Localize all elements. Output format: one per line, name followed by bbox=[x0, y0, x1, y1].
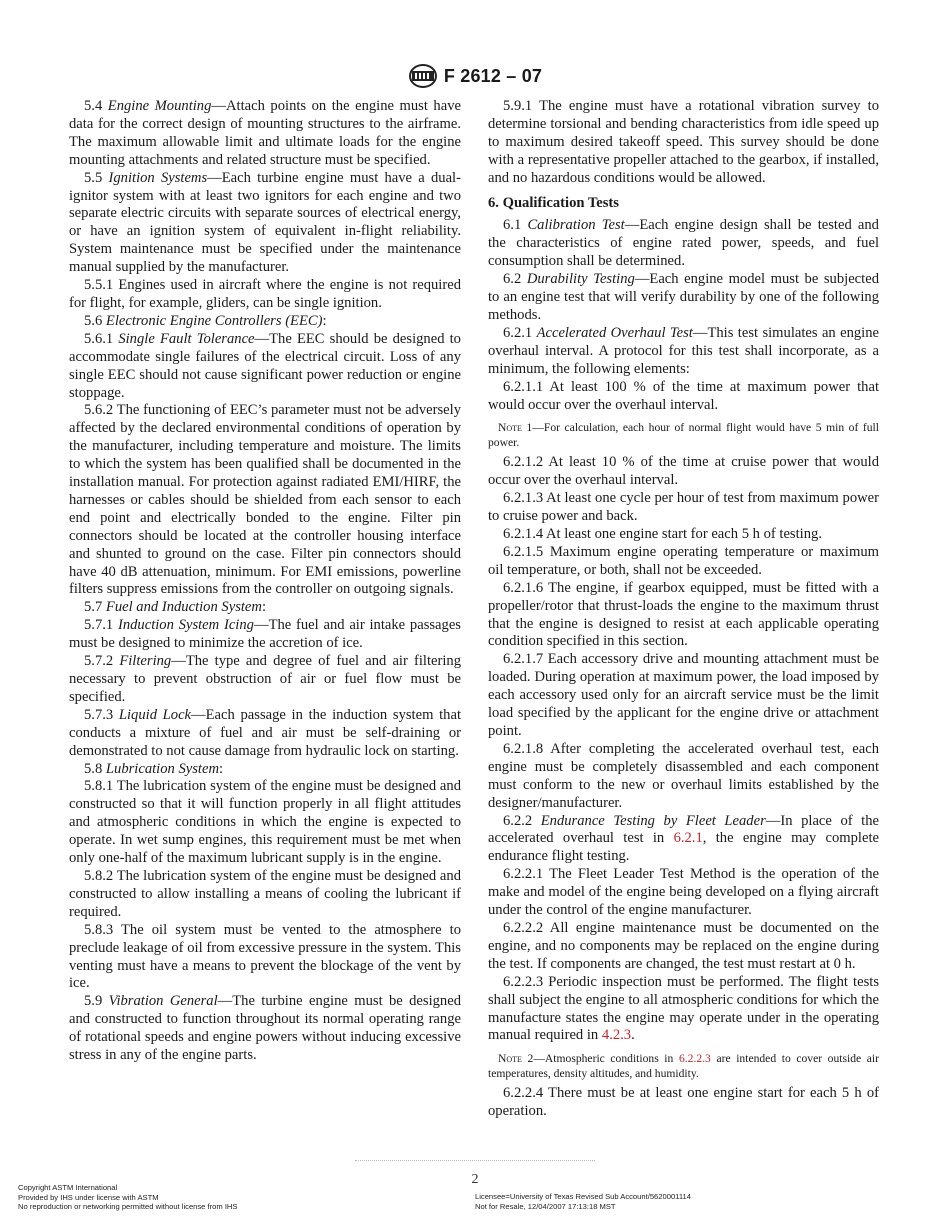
section-6-2: 6.2 Durability Testing—Each engine model must be subjected to an engine test that will verify durability by one of the following methods. bbox=[488, 271, 879, 323]
document-designation: F 2612 – 07 bbox=[443, 65, 543, 86]
note-1: Note 1—For calculation, each hour of normal flight would have 5 min of full power. bbox=[488, 421, 879, 450]
section-6-2-2: 6.2.2 Endurance Testing by Fleet Leader—In place of the accelerated overhaul test in 6.2.1, the engine may complete endurance flight testing. bbox=[488, 812, 879, 865]
section-6-2-2-2: 6.2.2.2 All engine maintenance must be documented on the engine, and no components may be replaced on the engine during the test. If components are changed, the test must restart at 0 h. bbox=[488, 919, 880, 972]
section-6-2-2-3: 6.2.2.3 Periodic inspection must be performed. The flight tests shall subject the engine to all atmospheric conditions for which the manufacture states the engine may operate under in the operating manual required in 4.2.3. bbox=[488, 973, 879, 1044]
note-2: Note 2—Atmospheric conditions in 6.2.2.3 are intended to cover outside air temperatures, density altitudes, and humidity. bbox=[488, 1052, 880, 1081]
footer-line: Provided by IHS under license with ASTM bbox=[18, 1192, 159, 1202]
section-5-8: 5.8 Lubrication System: bbox=[84, 760, 224, 777]
section-5-5: 5.5 Ignition Systems—Each turbine engine must have a dual-ignitor system with at least two ignitors for each engine and two separate electric circuits with separate sources of electrical energy, or have an ignition system of equivalent in-flight reliability. System maintenance must be specified under the maintenance manual supplied by the manufacturer. bbox=[69, 169, 461, 276]
right-column bbox=[488, 98, 879, 1121]
footer-copyright bbox=[18, 1183, 237, 1212]
section-5-6-1: 5.6.1 Single Fault Tolerance—The EEC should be designed to accommodate single failures of the electrical circuit. Loss of any single EEC should not cause significant power reduction or engine stoppage. bbox=[69, 330, 461, 401]
astm-logo-icon bbox=[408, 63, 438, 89]
footer-divider bbox=[355, 1160, 595, 1161]
section-6-2-1-6: 6.2.1.6 The engine, if gearbox equipped, must be fitted with a propeller/rotor that thrust-loads the engine to the maximum thrust that the engine is designed to resist at each applicable operating condition specified in this section. bbox=[488, 579, 879, 650]
section-5-9: 5.9 Vibration General—The turbine engine must be designed and constructed to function throughout its normal operating range of rotational speeds and engine powers without inducing excessive stress in any of the engine parts. bbox=[69, 993, 461, 1064]
section-5-6: 5.6 Electronic Engine Controllers (EEC): bbox=[84, 312, 327, 329]
section-5-5-1: 5.5.1 Engines used in aircraft where the engine is not required for flight, for example, gliders, can be single ignition. bbox=[69, 277, 461, 311]
section-5-4: 5.4 Engine Mounting—Attach points on the engine must have data for the correct design of mounting structures to the airframe. The maximum allowable limit and ultimate loads for the engine mounting attachments and related structure must be specified. bbox=[69, 98, 461, 168]
xref-6-2-2-3-link[interactable]: 6.2.2.3 bbox=[678, 1052, 711, 1066]
section-5-7-3: 5.7.3 Liquid Lock—Each passage in the induction system that conducts a mixture of fuel and air must be self-draining or demonstrated to not cause damage from hydraulic lock on starting. bbox=[69, 706, 461, 759]
xref-4-2-3-link[interactable]: 4.2.3 bbox=[601, 1027, 632, 1044]
section-5-7-2: 5.7.2 Filtering—The type and degree of fuel and air filtering necessary to prevent obstruction of air or fuel flow must be specified. bbox=[69, 653, 461, 705]
section-6-2-2-4: 6.2.2.4 There must be at least one engine start for each 5 h of operation. bbox=[488, 1085, 879, 1120]
section-6-2-2-1: 6.2.2.1 The Fleet Leader Test Method is the operation of the make and model of the engine being developed on a flying aircraft under the control of the engine manufacturer. bbox=[488, 866, 879, 919]
section-6-2-1-5: 6.2.1.5 Maximum engine operating temperature or maximum oil temperature, or both, shall not be exceeded. bbox=[488, 543, 879, 578]
section-heading-6: 6. Qualification Tests bbox=[488, 194, 619, 211]
footer-license bbox=[475, 1192, 691, 1211]
section-6-1: 6.1 Calibration Test—Each engine design shall be tested and the characteristics of engine rated power, speeds, and fuel consumption shall be determined. bbox=[488, 217, 879, 270]
section-5-8-2: 5.8.2 The lubrication system of the engine must be designed and constructed to allow installing a means of cooling the lubricant if required. bbox=[69, 867, 461, 920]
section-6-2-1: 6.2.1 Accelerated Overhaul Test—This test simulates an engine overhaul interval. A protocol for this test shall incorporate, as a minimum, the following elements: bbox=[488, 324, 880, 377]
section-5-7: 5.7 Fuel and Induction System: bbox=[84, 599, 267, 616]
xref-6-2-1-link[interactable]: 6.2.1 bbox=[673, 830, 703, 847]
section-5-9-1: 5.9.1 The engine must have a rotational vibration survey to determine torsional and bending characteristics from idle speed up to maximum desired takeoff speed. This survey should be done with a representative propeller attached to the gearbox, if installed, and no hazardous conditions would be allowed. bbox=[488, 98, 879, 186]
footer-line: Licensee=University of Texas Revised Sub Account/5620001114 bbox=[475, 1192, 691, 1201]
section-5-8-1: 5.8.1 The lubrication system of the engine must be designed and constructed so that it will function properly in all flight attitudes and atmospheric conditions in which the engine is expected to operate. In wet sump engines, this requirement must be met when only one-half of the maximum lubricant supply is in the engine. bbox=[69, 778, 461, 867]
page-header bbox=[0, 62, 950, 90]
section-6-2-1-4: 6.2.1.4 At least one engine start for each 5 h of testing. bbox=[503, 526, 822, 543]
section-6-2-1-3: 6.2.1.3 At least one cycle per hour of test from maximum power to cruise power and back. bbox=[488, 490, 879, 525]
page-number: 2 bbox=[471, 1172, 479, 1187]
section-6-2-1-7: 6.2.1.7 Each accessory drive and mounting attachment must be loaded. During operation at maximum power, the load imposed by each accessory used only for an aircraft service must be the limit load specified by the applicant for the engine drive or attachment point. bbox=[488, 651, 879, 739]
section-6-2-1-1: 6.2.1.1 At least 100 % of the time at maximum power that would occur over the overhaul interval. bbox=[488, 378, 880, 413]
section-5-6-2: 5.6.2 The functioning of EEC’s parameter must not be adversely affected by the declared environmental conditions of operation by the manufacturer, including temperature and moisture. The limits to which the system has been qualified shall be documented in the installation manual. For protection against radiated EMI/HIRF, the harnesses or cables should be shielded from each sensor to each end point and electrically bonded to the engine. Filter pin connectors should be located at the controller housing interface and shunted to ground on the case. Filter pin connectors should have 40 dB attenuation, minimum. For EMI emissions, powerline filters suppress emissions from the controller on outgoing signals. bbox=[69, 402, 461, 598]
footer-line: Copyright ASTM International bbox=[18, 1183, 118, 1192]
footer-line: Not for Resale, 12/04/2007 17:13:18 MST bbox=[475, 1201, 616, 1211]
section-5-7-1: 5.7.1 Induction System Icing—The fuel and air intake passages must be designed to minimize the accretion of ice. bbox=[69, 617, 461, 652]
section-5-8-3: 5.8.3 The oil system must be vented to the atmosphere to preclude leakage of oil from excessive pressure in the system. This venting must have a means to prevent the blockage of the vent by ice. bbox=[69, 921, 461, 992]
footer-line: No reproduction or networking permitted without license from IHS bbox=[18, 1202, 238, 1212]
section-6-2-1-2: 6.2.1.2 At least 10 % of the time at cruise power that would occur over the overhaul interval. bbox=[488, 454, 879, 489]
section-6-2-1-8: 6.2.1.8 After completing the accelerated overhaul test, each engine must be completely disassembled and each component must conform to the new or overhaul limits established by the designer/manufacturer. bbox=[488, 740, 879, 811]
left-column bbox=[69, 98, 461, 1065]
